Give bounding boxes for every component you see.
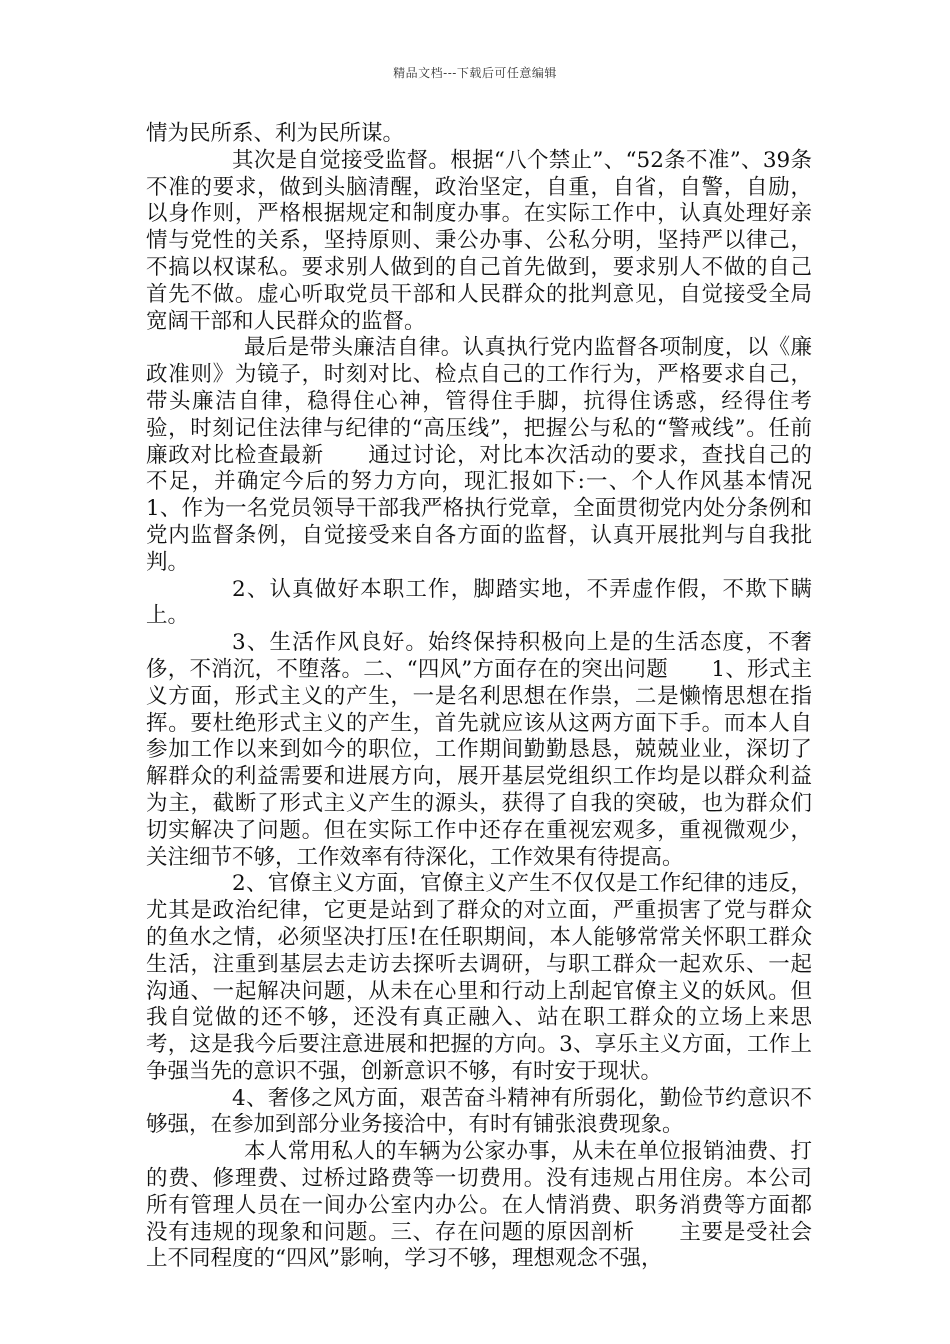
paragraph-5: 3、生活作风良好。始终保持积极向上是的生活态度，不奢侈，不消沉，不堕落。二、“四风”方面存在的突出问题 1、形式主义方面，形式主义的产生，一是名利思想在作祟，二是懒惰思想在指挥。要杜绝形式主义的产生，首先就应该从这两方面下手。而本人自参加工作以来到如今的职位，工作期间勤勤恳恳，兢兢业业，深切了解群众的利益需要和进展方向，展开基层党组织工作均是以群众利益为主，截断了形式主义产生的源头，获得了自我的突破，也为群众们切实解决了问题。但在实际工作中还存在重视宏观多，重视微观少，关注细节不够，工作效率有待深化，工作效果有待提高。 bbox=[146, 630, 812, 870]
paragraph-2: 其次是自觉接受监督。根据“八个禁止”、“52条不准”、39条不准的要求，做到头脑清醒，政治坚定，自重，自省，自警，自励，以身作则，严格根据规定和制度办事。在实际工作中，认真处理好亲情与党性的关系，坚持原则、秉公办事、公私分明，坚持严以律己，不搞以权谋私。要求别人做到的自己首先做到，要求别人不做的自己首先不做。虚心听取党员干部和人民群众的批判意见，自觉接受全局宽阔干部和人民群众的监督。 bbox=[146, 147, 812, 334]
document-body bbox=[146, 121, 856, 1273]
paragraph-7: 4、奢侈之风方面，艰苦奋斗精神有所弱化，勤俭节约意识不够强，在参加到部分业务接洽中，有时有铺张浪费现象。 bbox=[146, 1085, 812, 1138]
paragraph-4: 2、认真做好本职工作，脚踏实地，不弄虚作假，不欺下瞒上。 bbox=[146, 576, 812, 629]
paragraph-3: 最后是带头廉洁自律。认真执行党内监督各项制度，以《廉政准则》为镜子，时刻对比、检点自己的工作行为，严格要求自己，带头廉洁自律，稳得住心神，管得住手脚，抗得住诱惑，经得住考验，时刻记住法律与纪律的“高压线”，把握公与私的“警戒线”。任前廉政对比检查最新 通过讨论，对比本次活动的要求，查找自己的不足，并确定今后的努力方向，现汇报如下:一、个人作风基本情况 1、作为一名党员领导干部我严格执行党章，全面贯彻党内处分条例和党内监督条例，自觉接受来自各方面的监督，认真开展批判与自我批判。 bbox=[146, 335, 856, 575]
paragraph-6: 2、官僚主义方面，官僚主义产生不仅仅是工作纪律的违反，尤其是政治纪律，它更是站到了群众的对立面，严重损害了党与群众的鱼水之情，必须坚决打压!在任职期间，本人能够常常关怀职工群众生活，注重到基层去走访去探听去调研，与职工群众一起欢乐、一起沟通、一起解决问题，从未在心里和行动上刮起官僚主义的妖风。但我自觉做的还不够，还没有真正融入、站在职工群众的立场上来思考，这是我今后要注意进展和把握的方向。3、享乐主义方面，工作上争强当先的意识不强，创新意识不够，有时安于现状。 bbox=[146, 871, 812, 1084]
paragraph-1: 情为民所系、利为民所谋。 bbox=[146, 121, 405, 146]
paragraph-8: 本人常用私人的车辆为公家办事，从未在单位报销油费、打的费、修理费、过桥过路费等一切费用。没有违规占用住房。本公司所有管理人员在一间办公室内办公。在人情消费、职务消费等方面都没有违规的现象和问题。三、存在问题的原因剖析 主要是受社会上不同程度的“四风”影响，学习不够，理想观念不强， bbox=[146, 1139, 812, 1272]
page-header: 精品文档---下载后可任意编辑 bbox=[393, 66, 557, 80]
